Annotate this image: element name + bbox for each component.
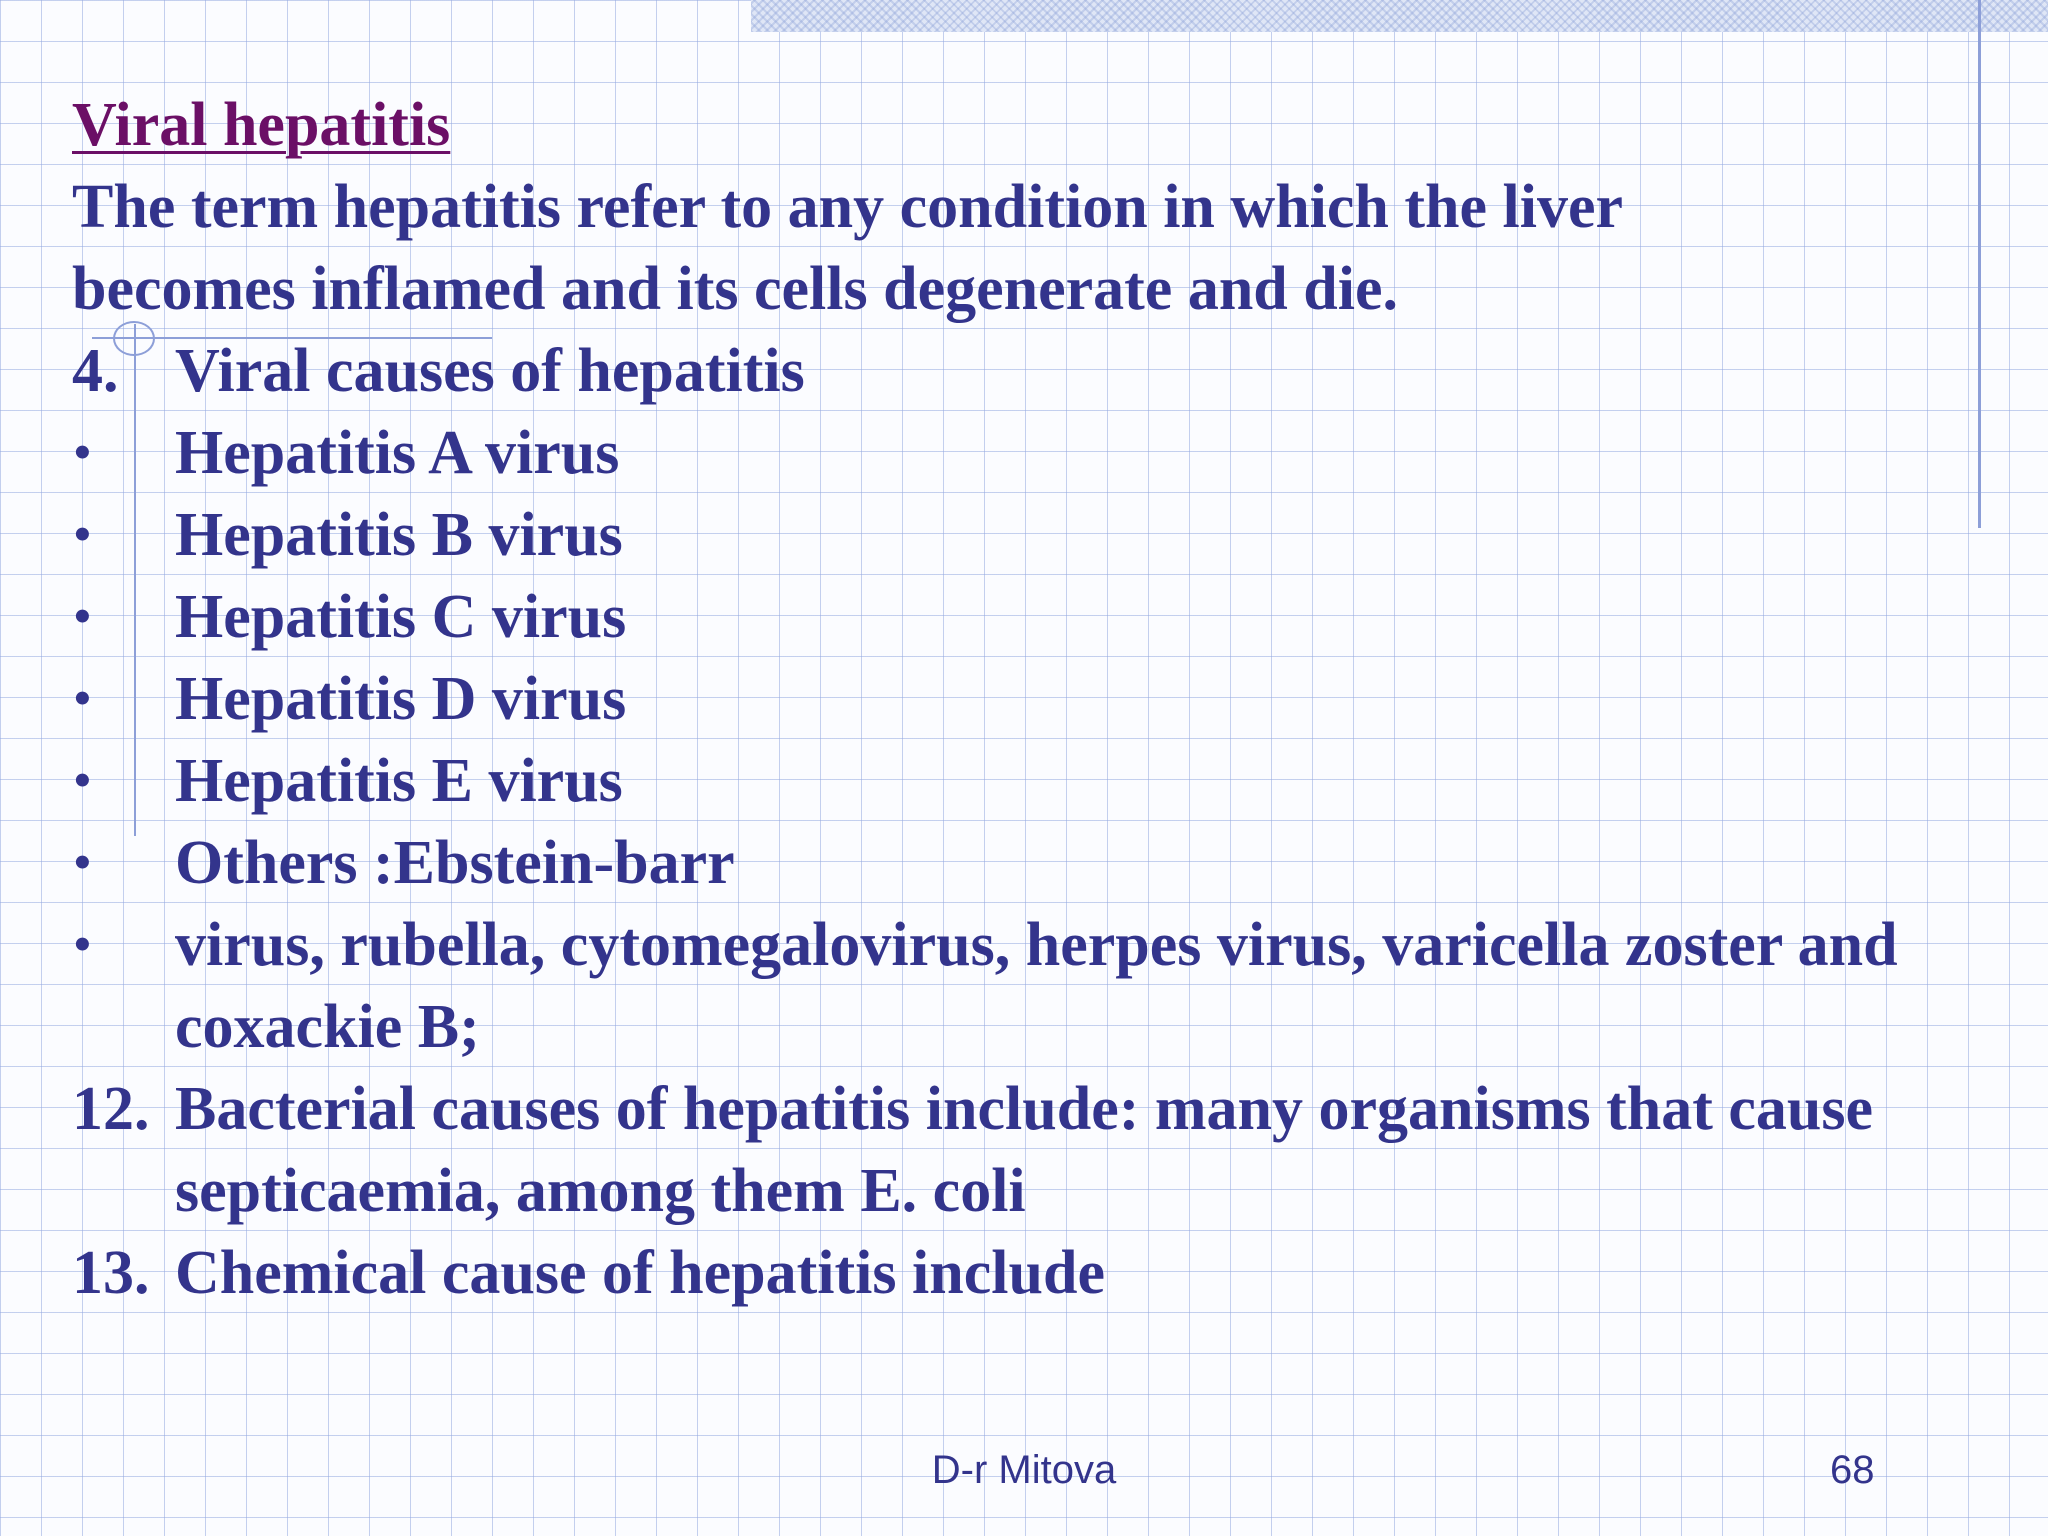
bullet-icon: •	[74, 918, 91, 971]
list-item-text: Hepatitis D virus	[175, 665, 627, 733]
list-item-other-viruses	[72, 904, 1992, 1068]
list-item-text: Hepatitis B virus	[175, 501, 623, 569]
list-item-text: Hepatitis C virus	[175, 583, 627, 651]
list-item-chemical-cause	[72, 1232, 1992, 1314]
list-item-hepatitis-b	[72, 494, 1992, 576]
decorative-top-band	[751, 0, 2048, 32]
list-item-hepatitis-c	[72, 576, 1992, 658]
bullet-icon: •	[74, 590, 91, 643]
list-number: 13.	[72, 1239, 150, 1307]
list-item-hepatitis-e	[72, 740, 1992, 822]
list-item-text: Bacterial causes of hepatitis include: many organisms that cause septicaemia, among them E. coli	[175, 1075, 1874, 1225]
list-item-hepatitis-a	[72, 412, 1992, 494]
list-item-text: Viral causes of hepatitis	[175, 337, 805, 405]
list-number: 4.	[72, 337, 119, 405]
slide-title: Viral hepatitis	[72, 91, 451, 159]
list-item-hepatitis-d	[72, 658, 1992, 740]
intro-line-1: The term hepatitis refer to any condition in which the liver	[72, 173, 1624, 241]
footer-author: D-r Mitova	[931, 1448, 1117, 1492]
bullet-icon: •	[74, 426, 91, 479]
list-item-text: virus, rubella, cytomegalovirus, herpes virus, varicella zoster and coxackie B;	[175, 911, 1898, 1061]
bullet-icon: •	[74, 836, 91, 889]
slide-number: 68	[1830, 1448, 1875, 1492]
list-item-text: Hepatitis E virus	[175, 747, 623, 815]
list-item-bacterial-causes	[72, 1068, 1992, 1232]
list-number: 12.	[72, 1075, 150, 1143]
bullet-icon: •	[74, 672, 91, 725]
list-item-text: Chemical cause of hepatitis include	[175, 1239, 1105, 1307]
list-item-text: Others :Ebstein-barr	[175, 829, 735, 897]
list-item-others	[72, 822, 1992, 904]
bullet-icon: •	[74, 508, 91, 561]
slide-body	[72, 84, 1992, 1314]
list-item-text: Hepatitis A virus	[175, 419, 620, 487]
intro-line-2: becomes inflamed and its cells degenerate and die.	[72, 255, 1399, 323]
list-item-viral-causes	[72, 330, 1992, 412]
bullet-icon: •	[74, 754, 91, 807]
